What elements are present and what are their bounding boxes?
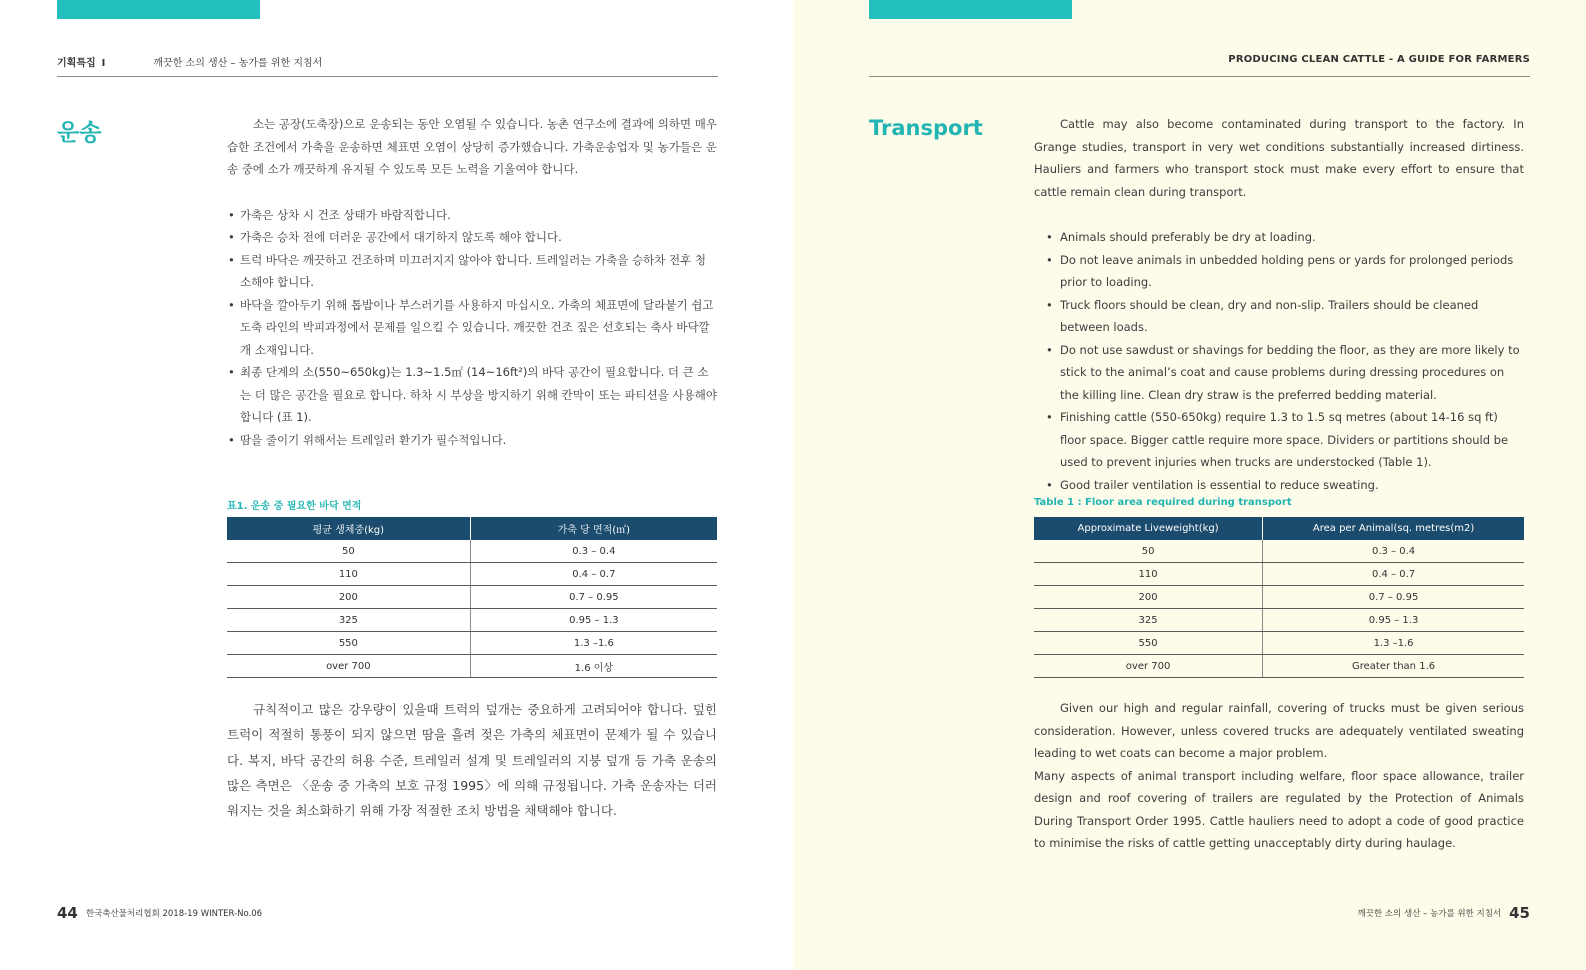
closing-paragraph: Given our high and regular rainfall, covering of trucks must be given serious consideration. However, unless covered trucks are adequately ventilated sweating leading to wet coats can become a major problem.	[1034, 701, 1524, 760]
list-item: • Do not use sawdust or shavings for bedding the floor, as they are more likely to stick to the animal’s coat and cause problems during dressing procedures on the killing line. Clean dry straw is the preferred bedding material.	[1034, 339, 1524, 407]
bullet-icon: •	[1046, 477, 1053, 492]
bullet-icon: •	[1046, 342, 1053, 357]
table-row	[1034, 563, 1524, 586]
table-cell: 200	[227, 586, 470, 609]
accent-bar	[57, 0, 260, 19]
table-cell: 550	[227, 632, 470, 655]
table-cell: 1.6 이상	[470, 655, 717, 678]
table-row	[1034, 632, 1524, 655]
publication-name: 깨끗한 소의 생산 – 농가를 위한 지침서	[1357, 909, 1502, 919]
table-row	[227, 563, 717, 586]
header-title: PRODUCING CLEAN CATTLE - A GUIDE FOR FARMERS	[1228, 54, 1530, 65]
table-cell: 200	[1034, 586, 1263, 609]
bullet-icon: •	[1046, 252, 1053, 267]
floor-area-table	[227, 517, 717, 678]
table-cell: 0.3 – 0.4	[470, 540, 717, 563]
table-row	[227, 632, 717, 655]
list-item: • 최종 단계의 소(550~650kg)는 1.3~1.5㎡ (14~16ft²)의 바닥 공간이 필요합니다. 더 큰 소는 더 많은 공간을 필요로 합니다. 하차 시 부상을 방지하기 위해 칸막이 또는 파티션을 사용해야 합니다 (표 1).	[227, 361, 717, 429]
column-header: 평균 생체중(kg)	[227, 517, 470, 540]
table-row	[1034, 586, 1524, 609]
table-row	[227, 655, 717, 678]
table-caption: 표1. 운송 중 필요한 바닥 면적	[227, 501, 362, 512]
table-cell: 0.7 – 0.95	[470, 586, 717, 609]
section-title: Transport	[869, 116, 983, 140]
table-cell: 0.3 – 0.4	[1263, 540, 1524, 563]
table-cell: over 700	[227, 655, 470, 678]
table-cell: 0.7 – 0.95	[1263, 586, 1524, 609]
intro-paragraph: 소는 공장(도축장)으로 운송되는 동안 오염될 수 있습니다. 농촌 연구소에 결과에 의하면 매우 습한 조건에서 가축을 운송하면 체표면 오염이 상당히 증가했습니다. 가축운송업자 및 농가들은 운송 중에 소가 깨끗하게 유지될 수 있도록 모든 노력을 기울여야 합니다.	[227, 117, 717, 176]
table-row	[227, 586, 717, 609]
table-cell: 550	[1034, 632, 1263, 655]
list-item: • 바닥을 깔아두기 위해 톱밥이나 부스러기를 사용하지 마십시오. 가축의 체표면에 달라붙기 쉽고 도축 라인의 박피과정에서 문제를 일으킬 수 있습니다. 깨끗한 건조 짚은 선호되는 축사 바닥깔개 소재입니다.	[227, 294, 717, 362]
page-footer	[1357, 904, 1530, 922]
list-item: • Animals should preferably be dry at loading.	[1034, 226, 1524, 249]
running-header	[57, 54, 718, 77]
table-cell: 50	[1034, 540, 1263, 563]
page-number: 44	[57, 904, 78, 922]
table-cell: Greater than 1.6	[1263, 655, 1524, 678]
bullet-icon: •	[228, 297, 235, 312]
list-item: • Truck floors should be clean, dry and non-slip. Trailers should be cleaned between loads.	[1034, 294, 1524, 339]
table-cell: 0.95 – 1.3	[1263, 609, 1524, 632]
table-header-row	[227, 517, 717, 540]
table-cell: 110	[1034, 563, 1263, 586]
closing-paragraph: 규칙적이고 많은 강우량이 있을때 트럭의 덮개는 중요하게 고려되어야 합니다. 덮힌 트럭이 적절히 통풍이 되지 않으면 땀을 흘려 젖은 가축의 체표면이 문제가 될 수 있습니다. 복지, 바닥 공간의 허용 수준, 트레일러 설계 및 트레일러의 지붕 덮개 등 가축 운송의 많은 측면은 〈운송 중 가축의 보호 규정 1995〉에 의해 규정됩니다. 가축 운송자는 더러워지는 것을 최소화하기 위해 가장 적절한 조치 방법을 채택해야 합니다.	[227, 702, 717, 819]
table-cell: 1.3 –1.6	[1263, 632, 1524, 655]
table-header-row	[1034, 517, 1524, 540]
page-number: 45	[1509, 904, 1530, 922]
list-item: • 가축은 승차 전에 더러운 공간에서 대기하지 않도록 해야 합니다.	[227, 226, 717, 249]
table-cell: 325	[1034, 609, 1263, 632]
bullet-icon: •	[228, 230, 235, 244]
column-header: 가축 당 면적(㎡)	[470, 517, 717, 540]
table-row	[1034, 609, 1524, 632]
bullet-icon: •	[228, 207, 235, 222]
table-cell: 0.4 – 0.7	[1263, 563, 1524, 586]
column-header: Approximate Liveweight(kg)	[1034, 517, 1263, 540]
header-label: 기획특집	[57, 58, 96, 69]
bullet-icon: •	[228, 432, 235, 447]
bullet-icon: •	[1046, 410, 1053, 424]
intro-paragraph: Cattle may also become contaminated during transport to the factory. In Grange studies, transport in very wet conditions substantially increased dirtiness. Hauliers and farmers who transport stock must make every effort to ensure that cattle remain clean during transport.	[1034, 117, 1524, 199]
table-row	[227, 540, 717, 563]
page-footer	[57, 904, 262, 922]
table-cell: 325	[227, 609, 470, 632]
floor-area-table	[1034, 517, 1524, 678]
table-cell: 0.4 – 0.7	[470, 563, 717, 586]
right-page	[793, 0, 1586, 970]
closing-text	[227, 697, 717, 823]
list-item: • Finishing cattle (550-650kg) require 1.3 to 1.5 sq metres (about 14-16 sq ft) floor space. Bigger cattle require more space. Dividers or partitions should be used to prevent injuries when trucks are understocked (Table 1).	[1034, 406, 1524, 474]
table-cell: over 700	[1034, 655, 1263, 678]
accent-bar	[869, 0, 1072, 19]
table-cell: 110	[227, 563, 470, 586]
list-item: • Good trailer ventilation is essential to reduce sweating.	[1034, 474, 1524, 497]
bullet-list	[1034, 226, 1524, 496]
bullet-icon: •	[1046, 297, 1053, 312]
column-header: Area per Animal(sq. metres(m2)	[1263, 517, 1524, 540]
bullet-list	[227, 204, 717, 452]
table-caption: Table 1 : Floor area required during transport	[1034, 497, 1292, 508]
body-content	[227, 113, 717, 451]
table-row	[227, 609, 717, 632]
closing-text	[1034, 697, 1524, 855]
table-row	[1034, 655, 1524, 678]
list-item: • 땀을 줄이기 위해서는 트레일러 환기가 필수적입니다.	[227, 429, 717, 452]
list-item: • Do not leave animals in unbedded holding pens or yards for prolonged periods prior to loading.	[1034, 249, 1524, 294]
table-row	[1034, 540, 1524, 563]
table-cell: 50	[227, 540, 470, 563]
running-header	[869, 54, 1530, 77]
list-item: • 가축은 상차 시 건조 상태가 바람직합니다.	[227, 204, 717, 227]
bullet-icon: •	[228, 365, 235, 379]
bullet-icon: •	[228, 252, 235, 267]
publication-name: 한국축산물처리협회 2018-19 WINTER-No.06	[85, 909, 263, 919]
table-cell: 1.3 –1.6	[470, 632, 717, 655]
section-title: 운송	[57, 120, 102, 146]
body-content	[1034, 113, 1524, 496]
list-item: • 트럭 바닥은 깨끗하고 건조하며 미끄러지지 않아야 합니다. 트레일러는 가축을 승하차 전후 청소해야 합니다.	[227, 249, 717, 294]
closing-paragraph: Many aspects of animal transport including welfare, floor space allowance, trailer design and roof covering of trailers are regulated by the Protection of Animals During Transport Order 1995. Cattle hauliers need to adopt a code of good practice to minimise the risks of cattle getting unacceptably dirty during haulage.	[1034, 768, 1524, 850]
bullet-icon: •	[1046, 230, 1053, 244]
table-cell: 0.95 – 1.3	[470, 609, 717, 632]
header-separator: I	[101, 58, 106, 69]
header-title: 깨끗한 소의 생산 – 농가를 위한 지침서	[153, 58, 323, 69]
